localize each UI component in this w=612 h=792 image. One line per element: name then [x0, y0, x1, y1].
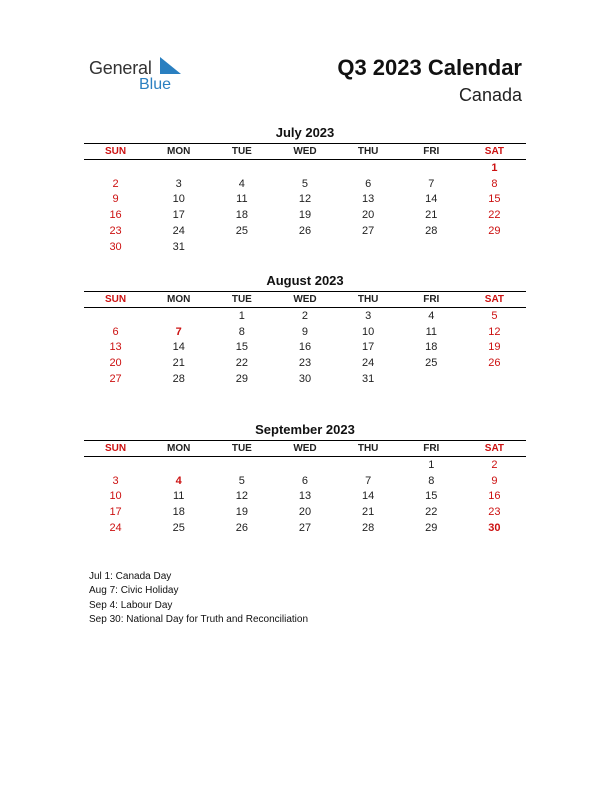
holiday-note: Sep 4: Labour Day	[89, 599, 173, 611]
day-cell: 2	[112, 177, 119, 190]
week-row	[84, 239, 526, 255]
weekday-label: SUN	[105, 443, 127, 454]
day-cell: 2	[491, 458, 498, 471]
day-cell: 20	[362, 209, 375, 222]
weekday-label: TUE	[231, 146, 252, 157]
week-row	[84, 355, 526, 371]
logo-triangle-icon	[160, 57, 182, 75]
day-cell: 18	[235, 209, 248, 222]
day-cell: 13	[362, 193, 375, 206]
day-cell: 8	[491, 177, 498, 190]
day-cell: 27	[298, 522, 312, 535]
weekday-label: SAT	[484, 294, 505, 305]
weekday-label: FRI	[423, 146, 440, 157]
day-cell: 14	[425, 193, 438, 206]
day-cell: 22	[488, 209, 501, 222]
weekday-header-row	[84, 291, 526, 308]
day-cell: 15	[425, 490, 438, 503]
day-cell: 9	[491, 474, 498, 487]
day-cell: 23	[488, 506, 501, 519]
logo-general-text: General	[89, 58, 152, 78]
week-row	[84, 308, 526, 324]
day-cell: 27	[109, 373, 122, 386]
weekday-label: SAT	[484, 146, 505, 157]
day-cell: 21	[362, 506, 375, 519]
day-cell: 2	[301, 309, 309, 322]
day-cell: 23	[298, 357, 312, 370]
weekday-label: SUN	[105, 146, 127, 157]
day-cell: 5	[491, 309, 498, 322]
weekday-label: WED	[293, 294, 317, 305]
day-cell: 8	[238, 325, 245, 338]
weekday-label: THU	[357, 443, 379, 454]
day-cell: 29	[425, 522, 438, 535]
day-cell: 18	[425, 341, 438, 354]
country-subtitle: Canada	[458, 85, 522, 105]
day-cell: 12	[298, 193, 312, 206]
weekday-label: FRI	[423, 443, 440, 454]
week-row	[84, 207, 526, 223]
day-cell: 19	[298, 209, 312, 222]
weekday-label: TUE	[231, 443, 252, 454]
holiday-note: Sep 30: National Day for Truth and Reconciliation	[89, 613, 309, 625]
day-cell: 28	[172, 373, 185, 386]
weekday-header-row	[84, 440, 526, 457]
day-cell: 17	[362, 341, 375, 354]
day-cell: 1	[238, 309, 245, 322]
holiday-note: Aug 7: Civic Holiday	[89, 585, 179, 597]
day-cell: 18	[172, 506, 185, 519]
week-row	[84, 223, 526, 239]
weekday-label: FRI	[423, 294, 440, 305]
day-cell: 13	[298, 490, 312, 503]
day-cell: 5	[301, 177, 309, 190]
day-cell: 7	[428, 177, 435, 190]
weekday-label: WED	[293, 146, 317, 157]
day-cell: 30	[298, 373, 312, 386]
day-cell: 26	[488, 357, 501, 370]
weekday-header-row	[84, 143, 526, 160]
day-cell: 3	[365, 309, 372, 322]
week-row	[84, 176, 526, 192]
month-september	[84, 422, 526, 536]
day-cell: 21	[172, 357, 185, 370]
day-cell: 1	[428, 458, 435, 471]
day-cell: 13	[109, 341, 122, 354]
day-cell: 10	[172, 193, 185, 206]
day-cell: 15	[235, 341, 248, 354]
day-cell: 10	[109, 490, 122, 503]
day-cell: 30	[488, 522, 501, 535]
week-row	[84, 473, 526, 489]
day-cell: 5	[238, 474, 245, 487]
page-title: Q3 2023 Calendar	[337, 55, 522, 80]
day-cell: 28	[362, 522, 375, 535]
week-row	[84, 371, 526, 387]
week-row	[84, 489, 526, 505]
month-july	[84, 125, 526, 255]
weekday-label: SUN	[105, 294, 127, 305]
week-row	[84, 520, 526, 536]
weekday-label: TUE	[231, 294, 252, 305]
day-cell: 1	[491, 161, 498, 174]
day-cell: 24	[109, 522, 122, 535]
day-cell: 12	[488, 325, 501, 338]
day-cell: 20	[109, 357, 122, 370]
day-cell: 27	[362, 225, 375, 238]
month-title: September 2023	[255, 422, 355, 437]
holiday-notes	[89, 570, 308, 627]
day-cell: 11	[425, 325, 437, 338]
day-cell: 16	[298, 341, 312, 354]
day-cell: 31	[172, 240, 185, 253]
day-cell: 6	[365, 177, 372, 190]
day-cell: 17	[172, 209, 185, 222]
day-cell: 28	[425, 225, 438, 238]
day-cell: 31	[362, 373, 375, 386]
day-cell: 26	[298, 225, 312, 238]
day-cell: 8	[428, 474, 435, 487]
logo-blue-text: Blue	[139, 76, 172, 93]
month-title: August 2023	[266, 273, 344, 288]
day-cell: 10	[362, 325, 375, 338]
day-cell: 11	[236, 193, 248, 206]
day-cell: 25	[235, 225, 248, 238]
day-cell: 30	[109, 240, 122, 253]
day-cell: 14	[172, 341, 185, 354]
day-cell: 7	[175, 325, 182, 338]
day-cell: 21	[425, 209, 438, 222]
week-row	[84, 324, 526, 340]
weekday-label: WED	[293, 443, 317, 454]
weekday-label: MON	[167, 443, 191, 454]
day-cell: 7	[365, 474, 372, 487]
day-cell: 26	[235, 522, 248, 535]
day-cell: 3	[112, 474, 119, 487]
day-cell: 11	[173, 490, 185, 503]
week-row	[84, 192, 526, 208]
week-row	[84, 160, 526, 176]
day-cell: 19	[235, 506, 248, 519]
day-cell: 17	[109, 506, 122, 519]
weekday-label: THU	[357, 294, 379, 305]
weekday-label: SAT	[484, 443, 505, 454]
week-row	[84, 457, 526, 473]
day-cell: 6	[301, 474, 309, 487]
day-cell: 24	[172, 225, 185, 238]
day-cell: 4	[175, 474, 182, 487]
day-cell: 9	[301, 325, 309, 338]
day-cell: 16	[109, 209, 122, 222]
day-cell: 24	[362, 357, 375, 370]
day-cell: 16	[488, 490, 501, 503]
week-row	[84, 340, 526, 356]
day-cell: 19	[488, 341, 501, 354]
weekday-label: THU	[357, 146, 379, 157]
day-cell: 15	[488, 193, 501, 206]
day-cell: 12	[235, 490, 248, 503]
day-cell: 14	[362, 490, 375, 503]
month-title: July 2023	[275, 125, 335, 140]
day-cell: 4	[428, 309, 435, 322]
day-cell: 20	[298, 506, 312, 519]
day-cell: 25	[425, 357, 438, 370]
day-cell: 22	[235, 357, 248, 370]
weekday-label: MON	[167, 294, 191, 305]
day-cell: 3	[175, 177, 182, 190]
month-august	[84, 273, 526, 387]
day-cell: 29	[488, 225, 501, 238]
day-cell: 6	[112, 325, 119, 338]
day-cell: 29	[235, 373, 248, 386]
day-cell: 4	[238, 177, 245, 190]
holiday-note: Jul 1: Canada Day	[89, 571, 172, 582]
weekday-label: MON	[167, 146, 191, 157]
day-cell: 25	[172, 522, 185, 535]
day-cell: 22	[425, 506, 438, 519]
logo	[89, 56, 189, 96]
day-cell: 9	[112, 193, 119, 206]
day-cell: 23	[109, 225, 122, 238]
week-row	[84, 504, 526, 520]
